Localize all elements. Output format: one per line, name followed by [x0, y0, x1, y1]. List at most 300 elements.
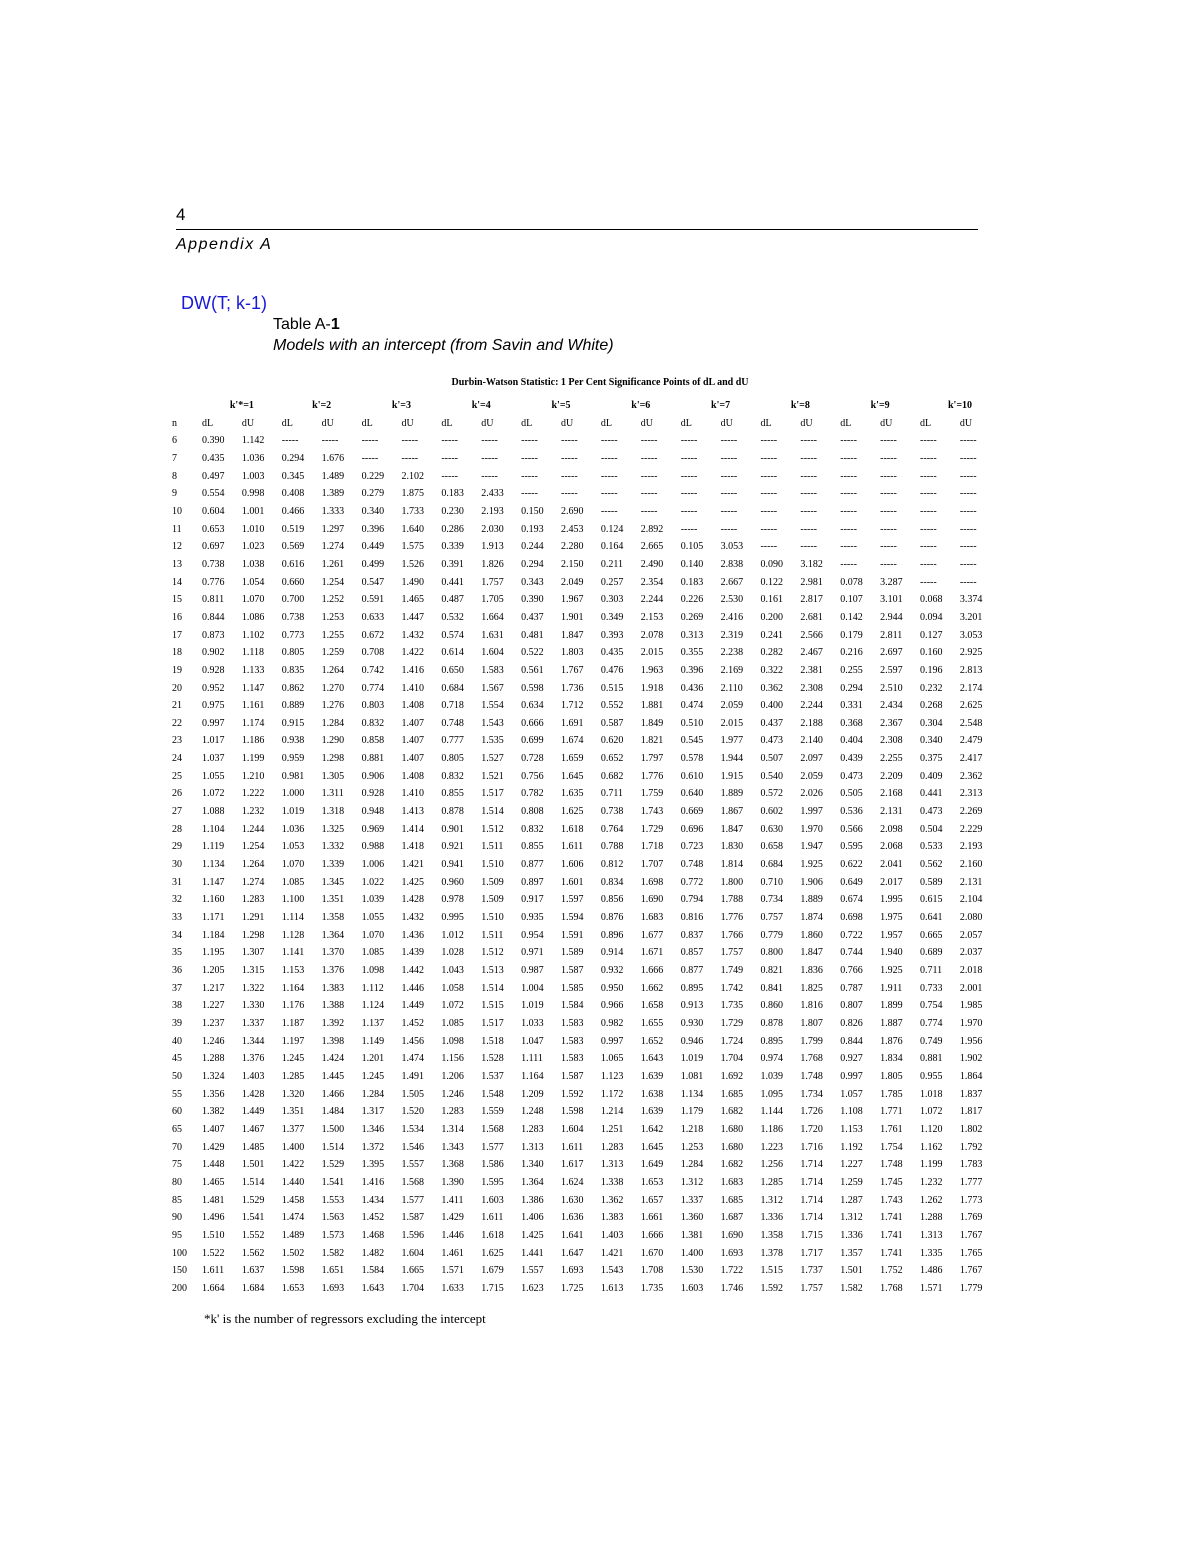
- value-cell: 1.814: [720, 859, 744, 871]
- value-cell: 2.068: [880, 841, 903, 853]
- value-cell: -----: [920, 541, 937, 553]
- value-cell: 1.098: [441, 1035, 464, 1047]
- value-cell: -----: [680, 523, 698, 535]
- value-cell: 1.474: [281, 1212, 305, 1224]
- value-cell: 1.312: [760, 1194, 783, 1206]
- value-cell: 0.982: [600, 1017, 624, 1029]
- value-cell: 1.429: [441, 1212, 464, 1224]
- value-cell: 1.118: [241, 647, 265, 659]
- value-cell: 1.187: [281, 1017, 305, 1029]
- value-cell: 0.666: [521, 717, 544, 729]
- column-header: dU: [880, 417, 893, 429]
- sample-size-cell: 95: [172, 1229, 182, 1241]
- value-cell: 1.174: [241, 717, 265, 729]
- value-cell: 0.917: [521, 894, 544, 906]
- value-cell: 1.647: [561, 1247, 584, 1259]
- column-header: dL: [840, 417, 852, 429]
- value-cell: 0.857: [680, 947, 704, 959]
- value-cell: -----: [401, 435, 419, 447]
- kprime-header: k'=9: [870, 400, 890, 411]
- value-cell: 1.205: [202, 965, 225, 976]
- value-cell: 0.723: [680, 841, 704, 853]
- value-cell: 0.649: [840, 876, 863, 888]
- value-cell: 0.878: [441, 806, 464, 818]
- kprime-header-blank: [172, 397, 202, 415]
- value-cell: 1.038: [241, 558, 265, 570]
- value-cell: -----: [561, 435, 578, 447]
- value-cell: 1.741: [880, 1212, 903, 1224]
- value-cell: 1.006: [361, 859, 385, 871]
- table-row: [172, 485, 1000, 503]
- value-cell: 1.339: [321, 859, 345, 871]
- value-cell: 1.543: [481, 717, 504, 729]
- value-cell: 0.634: [521, 700, 544, 712]
- value-cell: -----: [760, 488, 778, 500]
- value-cell: 1.264: [241, 859, 265, 871]
- value-cell: 0.811: [202, 594, 225, 606]
- sample-size-cell: 200: [172, 1282, 187, 1294]
- value-cell: 1.749: [720, 965, 744, 976]
- value-cell: 2.097: [800, 753, 823, 765]
- value-cell: 1.679: [481, 1265, 504, 1277]
- value-cell: -----: [640, 435, 658, 447]
- value-cell: 1.072: [441, 1000, 464, 1012]
- value-cell: 0.569: [281, 541, 305, 553]
- table-row: [172, 1015, 1000, 1033]
- value-cell: 0.788: [600, 841, 624, 853]
- value-cell: 0.800: [760, 947, 783, 959]
- value-cell: 0.841: [760, 982, 783, 994]
- table-row: [172, 627, 1000, 645]
- value-cell: 1.624: [561, 1176, 584, 1188]
- value-cell: 2.037: [959, 947, 983, 959]
- value-cell: 2.131: [959, 876, 983, 888]
- value-cell: 1.337: [241, 1017, 265, 1029]
- value-cell: 2.690: [561, 505, 584, 517]
- value-cell: 0.981: [281, 770, 305, 782]
- value-cell: -----: [720, 452, 738, 464]
- value-cell: 1.108: [840, 1106, 863, 1118]
- value-cell: 1.985: [959, 1000, 983, 1012]
- value-cell: -----: [720, 435, 738, 447]
- table-row: [172, 803, 1000, 821]
- value-cell: -----: [880, 505, 897, 517]
- value-cell: 0.641: [920, 912, 943, 924]
- value-cell: 1.033: [521, 1017, 544, 1029]
- value-cell: 1.085: [361, 947, 385, 959]
- value-cell: 1.604: [401, 1247, 424, 1259]
- value-cell: 2.057: [959, 929, 983, 941]
- value-cell: 2.530: [720, 594, 744, 606]
- value-cell: 1.313: [920, 1229, 943, 1241]
- value-cell: 1.649: [640, 1159, 664, 1171]
- value-cell: 1.199: [241, 753, 265, 765]
- sample-size-cell: 21: [172, 700, 182, 712]
- value-cell: -----: [481, 470, 498, 482]
- sample-size-cell: 100: [172, 1247, 187, 1259]
- value-cell: -----: [521, 488, 538, 500]
- value-cell: 1.698: [640, 876, 664, 888]
- value-cell: 2.490: [640, 558, 664, 570]
- table-row: [172, 1086, 1000, 1104]
- value-cell: 3.053: [720, 541, 744, 553]
- value-cell: 0.435: [202, 452, 225, 464]
- table-row: [172, 909, 1000, 927]
- value-cell: 1.847: [720, 823, 744, 835]
- table-row: [172, 1103, 1000, 1121]
- value-cell: 2.981: [800, 576, 823, 588]
- value-cell: 1.511: [481, 929, 504, 941]
- value-cell: 1.133: [241, 664, 265, 676]
- value-cell: 0.697: [202, 541, 225, 553]
- value-cell: 1.104: [202, 823, 225, 835]
- value-cell: 0.812: [600, 859, 624, 871]
- value-cell: 1.383: [321, 982, 345, 994]
- value-cell: 0.294: [521, 558, 544, 570]
- value-cell: 1.759: [640, 788, 664, 800]
- value-cell: 0.279: [361, 488, 385, 500]
- value-cell: 1.925: [800, 859, 823, 871]
- value-cell: 1.370: [321, 947, 345, 959]
- value-cell: 0.881: [920, 1053, 943, 1065]
- value-cell: 1.466: [321, 1088, 345, 1100]
- value-cell: 1.192: [840, 1141, 863, 1153]
- column-header: dL: [680, 417, 692, 429]
- value-cell: 1.429: [202, 1141, 225, 1153]
- table-row: [172, 1192, 1000, 1210]
- value-cell: 0.179: [840, 629, 863, 641]
- value-cell: 1.144: [760, 1106, 783, 1118]
- value-cell: 0.881: [361, 753, 385, 765]
- value-cell: 1.553: [321, 1194, 345, 1206]
- value-cell: 0.375: [920, 753, 943, 765]
- value-cell: -----: [600, 452, 618, 464]
- value-cell: 1.505: [401, 1088, 424, 1100]
- value-cell: 2.354: [640, 576, 664, 588]
- value-cell: 1.583: [481, 664, 504, 676]
- value-cell: 1.867: [720, 806, 744, 818]
- value-cell: 0.998: [241, 488, 265, 500]
- value-cell: 0.140: [680, 558, 704, 570]
- value-cell: 1.715: [481, 1282, 504, 1294]
- value-cell: 1.633: [441, 1282, 464, 1294]
- value-cell: 1.902: [959, 1053, 983, 1065]
- value-cell: 0.094: [920, 611, 943, 623]
- value-cell: 0.855: [521, 841, 544, 853]
- value-cell: 1.333: [321, 505, 345, 517]
- value-cell: 0.476: [600, 664, 624, 676]
- value-cell: 0.437: [760, 717, 783, 729]
- value-cell: -----: [880, 435, 897, 447]
- value-cell: 1.003: [241, 470, 265, 482]
- value-cell: 1.055: [361, 912, 385, 924]
- value-cell: -----: [680, 505, 698, 517]
- value-cell: 1.582: [840, 1282, 863, 1294]
- table-row: [172, 1068, 1000, 1086]
- value-cell: 1.432: [401, 629, 424, 641]
- value-cell: 0.896: [600, 929, 624, 941]
- value-cell: 1.407: [202, 1123, 225, 1135]
- value-cell: 0.766: [840, 965, 863, 976]
- dw-label: DW(T; k-1): [181, 293, 267, 313]
- value-cell: 0.650: [441, 664, 464, 676]
- value-cell: 1.364: [521, 1176, 544, 1188]
- sample-size-cell: 65: [172, 1123, 182, 1135]
- value-cell: 0.902: [202, 647, 225, 659]
- value-cell: 2.548: [959, 717, 983, 729]
- value-cell: 1.424: [321, 1053, 345, 1065]
- column-header: dU: [481, 417, 494, 429]
- value-cell: 2.110: [720, 682, 743, 694]
- value-cell: 1.081: [680, 1070, 704, 1082]
- value-cell: 0.997: [202, 717, 225, 729]
- value-cell: 1.336: [840, 1229, 863, 1241]
- sample-size-cell: 17: [172, 629, 182, 641]
- value-cell: 0.689: [920, 947, 943, 959]
- value-cell: 0.487: [441, 594, 464, 606]
- value-cell: 1.362: [600, 1194, 624, 1206]
- table-row: [172, 997, 1000, 1015]
- value-cell: 1.400: [680, 1247, 704, 1259]
- value-cell: 1.345: [321, 876, 345, 888]
- value-cell: -----: [840, 505, 857, 517]
- value-cell: 1.388: [321, 1000, 345, 1012]
- value-cell: 1.410: [401, 788, 424, 800]
- value-cell: 1.356: [202, 1088, 225, 1100]
- value-cell: 1.022: [361, 876, 385, 888]
- value-cell: 1.604: [561, 1123, 584, 1135]
- sample-size-cell: 16: [172, 611, 182, 623]
- value-cell: 1.410: [401, 682, 424, 694]
- value-cell: 1.406: [521, 1212, 544, 1224]
- value-cell: 1.724: [720, 1035, 744, 1047]
- kprime-header-row: [172, 397, 1000, 415]
- value-cell: 1.685: [720, 1194, 744, 1206]
- value-cell: 1.436: [401, 929, 424, 941]
- table-row: [172, 644, 1000, 662]
- value-cell: 1.376: [321, 965, 345, 976]
- value-cell: 1.528: [481, 1053, 504, 1065]
- value-cell: 1.826: [481, 558, 504, 570]
- value-cell: 1.344: [241, 1035, 265, 1047]
- value-cell: -----: [760, 452, 778, 464]
- value-cell: 1.575: [401, 541, 424, 553]
- value-cell: 1.209: [521, 1088, 544, 1100]
- value-cell: 2.479: [959, 735, 983, 747]
- table-row: [172, 1033, 1000, 1051]
- value-cell: 1.836: [800, 965, 823, 976]
- value-cell: 1.421: [401, 859, 424, 871]
- value-cell: 2.925: [959, 647, 983, 659]
- value-cell: 1.440: [281, 1176, 305, 1188]
- value-cell: 0.355: [680, 647, 704, 659]
- value-cell: 1.407: [401, 717, 424, 729]
- value-cell: 0.844: [840, 1035, 863, 1047]
- value-cell: 1.511: [481, 841, 504, 853]
- value-cell: 1.776: [720, 912, 744, 924]
- value-cell: 0.562: [920, 859, 943, 871]
- value-cell: 1.246: [441, 1088, 464, 1100]
- value-cell: 1.502: [281, 1247, 305, 1259]
- value-cell: 1.583: [561, 1035, 584, 1047]
- value-cell: 1.768: [800, 1053, 823, 1065]
- value-cell: 1.305: [321, 770, 345, 782]
- value-cell: -----: [840, 523, 857, 535]
- sample-size-cell: 31: [172, 876, 182, 888]
- value-cell: 1.666: [640, 1229, 664, 1241]
- value-cell: 1.039: [760, 1070, 783, 1082]
- sample-size-cell: 70: [172, 1141, 182, 1153]
- value-cell: 1.834: [880, 1053, 903, 1065]
- value-cell: -----: [920, 558, 937, 570]
- value-cell: 1.783: [959, 1159, 983, 1171]
- value-cell: -----: [800, 470, 818, 482]
- value-cell: 1.232: [241, 806, 265, 818]
- value-cell: 1.690: [720, 1229, 744, 1241]
- sample-size-cell: 34: [172, 929, 182, 941]
- value-cell: -----: [760, 435, 778, 447]
- value-cell: 1.631: [481, 629, 504, 641]
- value-cell: 1.881: [640, 700, 664, 712]
- value-cell: 1.389: [321, 488, 345, 500]
- value-cell: 1.439: [401, 947, 424, 959]
- value-cell: 1.677: [640, 929, 664, 941]
- value-cell: 1.592: [561, 1088, 584, 1100]
- value-cell: 0.183: [441, 488, 464, 500]
- sample-size-cell: 24: [172, 753, 182, 765]
- value-cell: 1.970: [800, 823, 823, 835]
- value-cell: 0.774: [361, 682, 385, 694]
- value-cell: 1.186: [241, 735, 265, 747]
- value-cell: 0.196: [920, 664, 943, 676]
- sample-size-cell: 60: [172, 1106, 182, 1118]
- sample-size-cell: 11: [172, 523, 182, 535]
- value-cell: 0.282: [760, 647, 783, 659]
- table-row: [172, 838, 1000, 856]
- value-cell: 1.603: [680, 1282, 704, 1294]
- value-cell: 1.448: [202, 1159, 225, 1171]
- value-cell: 1.733: [401, 505, 424, 517]
- sample-size-cell: 28: [172, 823, 182, 835]
- value-cell: 2.104: [959, 894, 983, 906]
- value-cell: 0.895: [760, 1035, 783, 1047]
- value-cell: 0.774: [920, 1017, 943, 1029]
- value-cell: 1.283: [441, 1106, 464, 1118]
- value-cell: 1.641: [561, 1229, 584, 1241]
- value-cell: 1.803: [561, 647, 584, 659]
- value-cell: 1.070: [241, 594, 265, 606]
- value-cell: 1.019: [521, 1000, 544, 1012]
- value-cell: 2.098: [880, 823, 903, 835]
- value-cell: -----: [720, 470, 738, 482]
- value-cell: 0.578: [680, 753, 704, 765]
- value-cell: 2.140: [800, 735, 823, 747]
- column-header: dL: [361, 417, 373, 429]
- column-header: dL: [760, 417, 772, 429]
- header-rule: [176, 229, 978, 230]
- value-cell: 1.577: [481, 1141, 504, 1153]
- value-cell: 1.777: [959, 1176, 983, 1188]
- value-cell: 1.509: [481, 894, 504, 906]
- value-cell: 1.664: [481, 611, 504, 623]
- value-cell: 0.995: [441, 912, 464, 924]
- value-cell: 1.055: [202, 770, 225, 782]
- value-cell: 1.671: [640, 947, 664, 959]
- value-cell: 0.935: [521, 912, 544, 924]
- value-cell: 0.734: [760, 894, 783, 906]
- value-cell: 1.693: [720, 1247, 744, 1259]
- value-cell: 0.566: [840, 823, 863, 835]
- value-cell: 1.773: [959, 1194, 983, 1206]
- value-cell: 1.737: [800, 1265, 823, 1277]
- value-cell: -----: [561, 452, 578, 464]
- value-cell: 1.390: [441, 1176, 464, 1188]
- value-cell: 1.635: [561, 788, 584, 800]
- value-cell: 1.252: [321, 594, 345, 606]
- value-cell: 2.150: [561, 558, 584, 570]
- value-cell: 0.466: [281, 505, 305, 517]
- value-cell: 1.214: [600, 1106, 624, 1118]
- value-cell: 0.286: [441, 523, 464, 535]
- value-cell: 1.625: [561, 806, 584, 818]
- value-cell: 1.837: [959, 1088, 983, 1100]
- value-cell: -----: [720, 505, 738, 517]
- table-row: [172, 750, 1000, 768]
- value-cell: 1.017: [202, 735, 225, 747]
- value-cell: 1.510: [481, 912, 504, 924]
- value-cell: 0.436: [680, 682, 704, 694]
- value-cell: 0.698: [840, 912, 863, 924]
- value-cell: 1.518: [481, 1035, 504, 1047]
- value-cell: 1.714: [800, 1194, 823, 1206]
- value-cell: 0.193: [521, 523, 544, 535]
- sample-size-cell: 38: [172, 1000, 182, 1012]
- value-cell: 1.403: [241, 1070, 265, 1082]
- value-cell: 1.661: [640, 1212, 664, 1224]
- value-cell: 1.899: [880, 1000, 903, 1012]
- table-row: [172, 432, 1000, 450]
- value-cell: 1.597: [561, 894, 584, 906]
- value-cell: 1.659: [561, 753, 584, 765]
- value-cell: 1.792: [959, 1141, 983, 1153]
- value-cell: 1.598: [281, 1265, 305, 1277]
- value-cell: 1.541: [241, 1212, 265, 1224]
- value-cell: 1.446: [441, 1229, 464, 1241]
- value-cell: 0.946: [680, 1035, 704, 1047]
- value-cell: 2.697: [880, 647, 903, 659]
- value-cell: 0.589: [920, 876, 943, 888]
- value-cell: 0.969: [361, 823, 385, 835]
- value-cell: 1.665: [401, 1265, 424, 1277]
- value-cell: 0.473: [840, 770, 863, 782]
- value-cell: 1.535: [481, 735, 504, 747]
- value-cell: 1.821: [640, 735, 664, 747]
- value-cell: 1.670: [640, 1247, 664, 1259]
- value-cell: 1.184: [202, 929, 225, 941]
- value-cell: 1.559: [481, 1106, 504, 1118]
- value-cell: 1.119: [202, 841, 225, 853]
- value-cell: 1.036: [241, 452, 265, 464]
- value-cell: 1.754: [880, 1141, 903, 1153]
- value-cell: 1.481: [202, 1194, 225, 1206]
- value-cell: 0.630: [760, 823, 783, 835]
- value-cell: 1.876: [880, 1035, 903, 1047]
- value-cell: 1.652: [640, 1035, 664, 1047]
- value-cell: 1.227: [840, 1159, 863, 1171]
- value-cell: 1.637: [241, 1265, 265, 1277]
- value-cell: 0.787: [840, 982, 863, 994]
- value-cell: 0.805: [441, 753, 464, 765]
